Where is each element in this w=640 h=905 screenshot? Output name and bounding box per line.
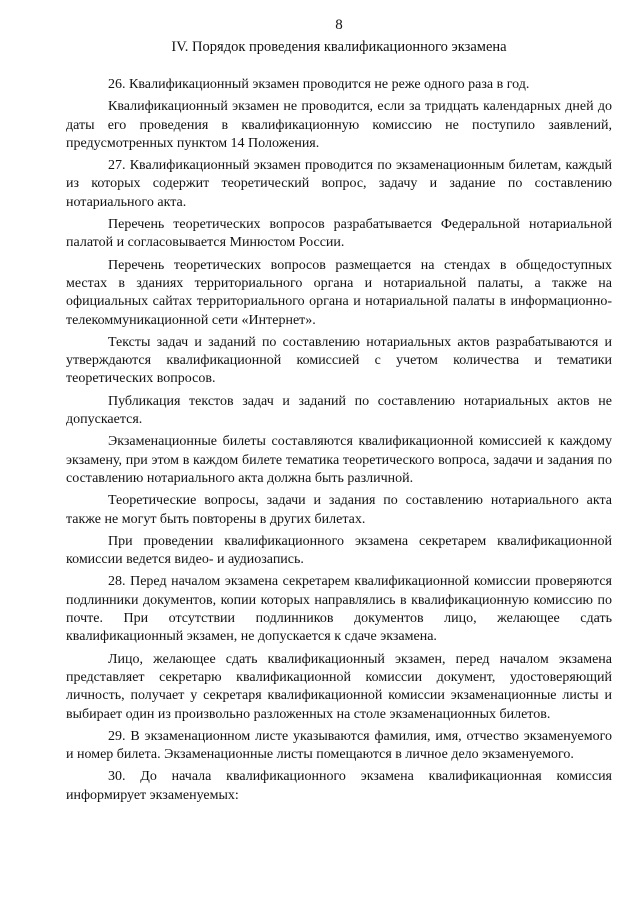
paragraph-identity-document: Лицо, желающее сдать квалификационный экзамен, перед началом экзамена представляет секретарю квалификационной комиссии документ, удостоверяющий личность, получает у секретаря квалификационной комиссии экзаменационные листы и выбирает один из произвольно разложенных на столе экзаменационных билетов.: [66, 651, 612, 722]
paragraph-28: 28. Перед началом экзамена секретарем квалификационной комиссии проверяются подлинники документов, копии которых направлялись в квалификационную комиссию по почте. При отсутствии подлинников документов лицо, желающее сдать квалификационный экзамен, не допускается к сдаче экзамена.: [66, 574, 612, 645]
paragraph-26: 26. Квалификационный экзамен проводится не реже одного раза в год.: [108, 77, 530, 92]
paragraph-questions-publication: Перечень теоретических вопросов размещается на стендах в общедоступных местах в зданиях территориального органа и нотариальной палаты, а также на официальных сайтах территориального органа и нотариальной палаты в информационно-телекоммуникационной сети «Интернет».: [66, 257, 612, 328]
paragraph-27: 27. Квалификационный экзамен проводится по экзаменационным билетам, каждый из которых содержит теоретический вопрос, задачу и задание по составлению нотариального акта.: [66, 158, 612, 210]
section-title: IV. Порядок проведения квалификационного экзамена: [171, 39, 507, 55]
paragraph-tasks-publication: Публикация текстов задач и заданий по составлению нотариальных актов не допускается.: [66, 393, 612, 428]
paragraph-tasks-texts: Тексты задач и заданий по составлению нотариальных актов разрабатываются и утверждаются квалификационной комиссией с учетом количества и тематики теоретических вопросов.: [66, 334, 612, 387]
page-number: 8: [335, 17, 343, 33]
paragraph-no-exam-condition: Квалификационный экзамен не проводится, если за тридцать календарных дней до даты его проведения в квалификационную комиссию не поступило заявлений, предусмотренных пунктом 14 Положения.: [66, 99, 612, 151]
paragraph-30: 30. До начала квалификационного экзамена квалификационная комиссия информирует экзаменуемых:: [66, 769, 612, 803]
paragraph-exam-tickets: Экзаменационные билеты составляются квалификационной комиссией к каждому экзамену, при этом в каждом билете тематика теоретического вопроса, задачи и задания по составлению нотариального акта должна быть различной.: [66, 434, 612, 486]
paragraph-no-repeat: Теоретические вопросы, задачи и задания по составлению нотариального акта также не могут быть повторены в других билетах.: [66, 493, 612, 527]
paragraph-recording: При проведении квалификационного экзамена секретарем квалификационной комиссии ведется видео- и аудиозапись.: [66, 533, 612, 568]
paragraph-questions-list: Перечень теоретических вопросов разрабатывается Федеральной нотариальной палатой и согласовывается Минюстом России.: [66, 217, 612, 251]
paragraph-29: 29. В экзаменационном листе указываются фамилия, имя, отчество экзаменуемого и номер билета. Экзаменационные листы помещаются в личное дело экзаменуемого.: [66, 728, 612, 763]
